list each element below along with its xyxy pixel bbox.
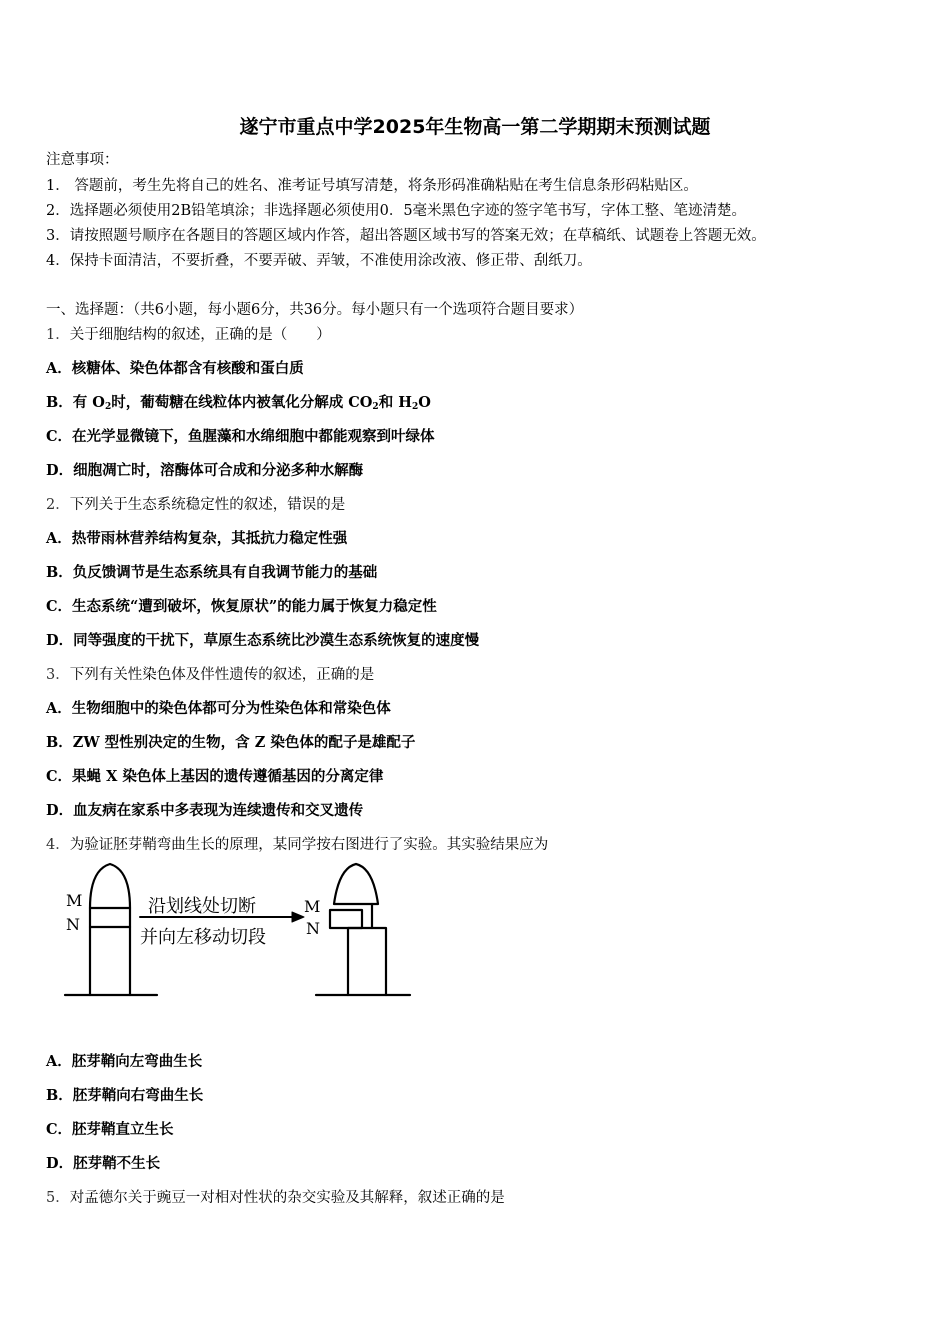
question-1-text: 关于细胞结构的叙述，正确的是（ ） — [69, 327, 331, 343]
question-5-text: 对孟德尔关于豌豆一对相对性状的杂交实验及其解释，叙述正确的是 — [69, 1190, 505, 1206]
question-3-text: 下列有关性染色体及伴性遗传的叙述，正确的是 — [69, 667, 375, 683]
arrow-label-bottom: 并向左移动切段 — [140, 927, 266, 948]
notice-item-3: 3．请按照题号顺序在各题目的答题区域内作答，超出答题区域书写的答案无效；在草稿纸、试题卷上答题无效。 — [46, 228, 766, 244]
question-1-stem — [46, 325, 331, 345]
question-4-text: 为验证胚芽鞘弯曲生长的原理，某同学按右图进行了实验。其实验结果应为 — [69, 837, 549, 853]
notice-item-4: 4．保持卡面清洁，不要折叠，不要弄破、弄皱，不准使用涂改液、修正带、刮纸刀。 — [46, 253, 592, 269]
arrow-head — [292, 912, 304, 922]
question-4-option-c: C．胚芽鞘直立生长 — [46, 1121, 174, 1138]
question-2-option-c: C．生态系统“遭到破坏，恢复原状”的能力属于恢复力稳定性 — [46, 598, 437, 615]
question-1-option-a: A．核糖体、染色体都含有核酸和蛋白质 — [46, 360, 304, 377]
question-2-stem — [46, 495, 345, 515]
notice-item-1: 1． 答题前，考生先将自己的姓名、准考证号填写清楚，将条形码准确粘贴在考生信息条形码粘贴区。 — [46, 178, 698, 194]
right-label-m: M — [304, 897, 321, 916]
question-2-text: 下列关于生态系统稳定性的叙述，错误的是 — [69, 497, 346, 513]
question-4-number: 4． — [46, 837, 70, 853]
right-coleoptile-base — [348, 928, 386, 995]
coleoptile-figure — [60, 860, 420, 1005]
question-2-option-b: B．负反馈调节是生态系统具有自我调节能力的基础 — [46, 564, 378, 581]
question-3-stem — [46, 665, 374, 685]
question-5-stem — [46, 1188, 505, 1208]
question-1-option-c: C．在光学显微镜下，鱼腥藻和水绵细胞中都能观察到叶绿体 — [46, 428, 435, 445]
question-5-number: 5． — [46, 1190, 70, 1206]
question-4-stem — [46, 835, 548, 855]
question-2-option-a: A．热带雨林营养结构复杂，其抵抗力稳定性强 — [46, 530, 348, 547]
right-coleoptile-tip — [334, 864, 378, 904]
section-heading: 一、选择题：（共6小题，每小题6分，共36分。每小题只有一个选项符合题目要求） — [46, 302, 584, 318]
question-3-number: 3． — [46, 667, 70, 683]
left-label-n: N — [66, 915, 80, 934]
question-3-option-c: C．果蝇 X 染色体上基因的遗传遵循基因的分离定律 — [46, 768, 384, 785]
question-2-number: 2． — [46, 497, 70, 513]
question-3-option-d: D．血友病在家系中多表现为连续遗传和交叉遗传 — [46, 802, 364, 819]
right-label-n: N — [306, 919, 320, 938]
question-1-option-d: D．细胞凋亡时，溶酶体可合成和分泌多种水解酶 — [46, 462, 364, 479]
left-label-m: M — [66, 891, 83, 910]
left-coleoptile-outline — [90, 864, 130, 995]
arrow-label-top: 沿划线处切断 — [148, 896, 256, 917]
question-1-option-b: B．有 $O_2$时，葡萄糖在线粒体内被氧化分解成 $CO_2$和 $H_2O$ — [46, 394, 431, 412]
notice-heading: 注意事项： — [46, 152, 119, 168]
question-2-option-d: D．同等强度的干扰下，草原生态系统比沙漠生态系统恢复的速度慢 — [46, 632, 480, 649]
question-4-option-b: B．胚芽鞘向右弯曲生长 — [46, 1087, 204, 1104]
question-4-option-a: A．胚芽鞘向左弯曲生长 — [46, 1053, 203, 1070]
notice-item-2: 2．选择题必须使用2B铅笔填涂；非选择题必须使用0．5毫米黑色字迹的签字笔书写，字体工整、笔迹清楚。 — [46, 203, 747, 219]
right-shifted-segment — [330, 910, 362, 928]
page-title: 遂宁市重点中学2025年生物高一第二学期期末预测试题 — [239, 116, 711, 138]
question-1-number: 1． — [46, 327, 70, 343]
question-3-option-b: B．ZW 型性别决定的生物，含 Z 染色体的配子是雄配子 — [46, 734, 416, 751]
question-4-option-d: D．胚芽鞘不生长 — [46, 1155, 161, 1172]
question-3-option-a: A．生物细胞中的染色体都可分为性染色体和常染色体 — [46, 700, 391, 717]
